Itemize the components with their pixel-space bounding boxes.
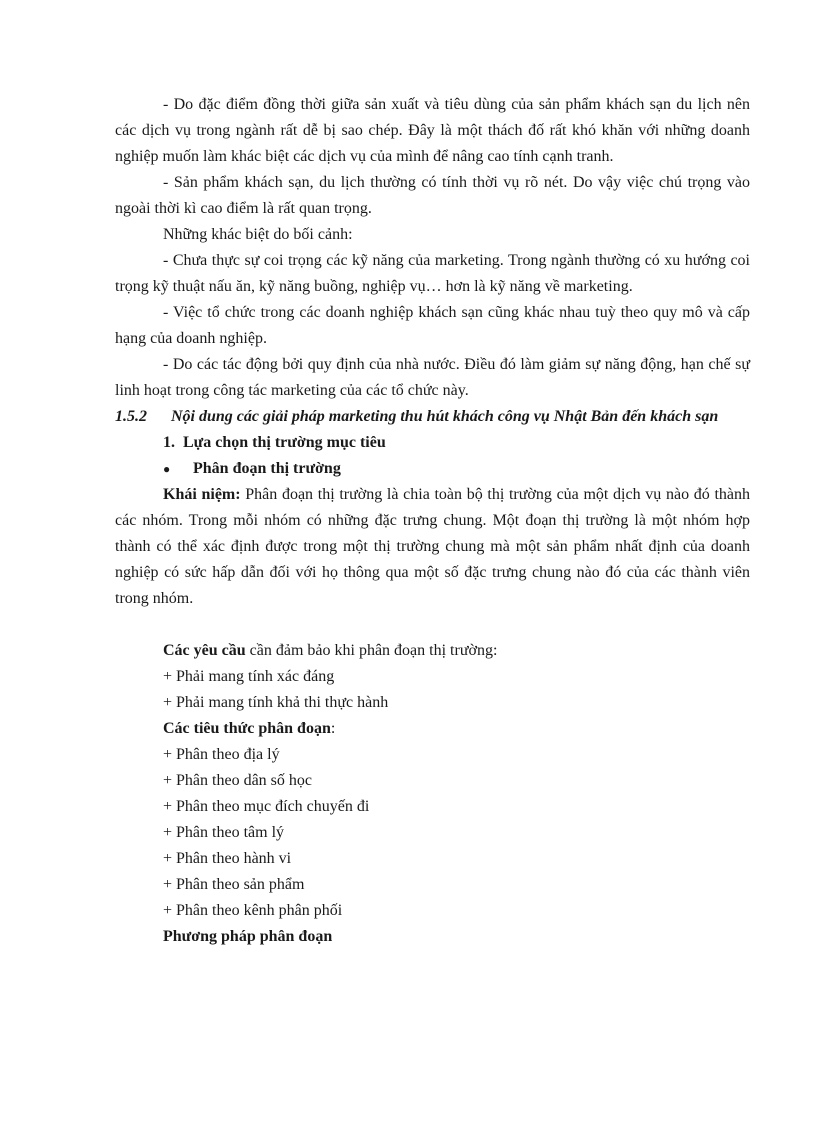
paragraph: - Sản phẩm khách sạn, du lịch thường có tính thời vụ rõ nét. Do vậy việc chú trọng vào ngoài thời kì cao điểm là rất quan trọng.	[115, 174, 750, 217]
paragraph: - Việc tổ chức trong các doanh nghiệp khách sạn cũng khác nhau tuỳ theo quy mô và cấp hạng của doanh nghiệp.	[115, 304, 750, 347]
section-title: Nội dung các giải pháp marketing thu hút khách công vụ Nhật Bản đến khách sạn	[171, 408, 719, 425]
list-item: + Phân theo dân số học	[163, 772, 312, 789]
concept-label: Khái niệm:	[163, 486, 241, 503]
section-heading	[115, 404, 750, 430]
document-page	[115, 92, 750, 950]
criteria-suffix: :	[330, 720, 336, 737]
concept-paragraph	[115, 482, 750, 612]
paragraph: - Do đặc điểm đồng thời giữa sản xuất và tiêu dùng của sản phẩm khách sạn du lịch nên các dịch vụ trong ngành rất dễ bị sao chép. Đây là một thách đố rất khó khăn với những doanh nghiệp muốn làm khác biệt các dịch vụ của mình để nâng cao tính cạnh tranh.	[115, 96, 750, 165]
section-number: 1.5.2	[115, 408, 147, 425]
list-item: + Phải mang tính xác đáng	[163, 668, 335, 685]
requirements-heading	[115, 638, 750, 664]
bullet-heading	[115, 456, 750, 482]
list-item: + Phân theo mục đích chuyến đi	[163, 798, 370, 815]
method-heading	[115, 924, 750, 950]
paragraph: - Chưa thực sự coi trọng các kỹ năng của marketing. Trong ngành thường có xu hướng coi trọng kỹ thuật nấu ăn, kỹ năng buồng, nghiệp vụ… hơn là kỹ năng về marketing.	[115, 252, 750, 295]
list-item: + Phân theo sản phẩm	[163, 876, 305, 893]
criteria-heading	[115, 716, 750, 742]
criteria-label: Các tiêu thức phân đoạn	[163, 720, 331, 737]
list-item: + Phân theo hành vi	[163, 850, 292, 867]
list-item: + Phân theo tâm lý	[163, 824, 285, 841]
method-label: Phương pháp phân đoạn	[163, 928, 333, 945]
concept-text: Phân đoạn thị trường là chia toàn bộ thị trường của một dịch vụ nào đó thành các nhóm. Trong mỗi nhóm có những đặc trưng chung. Một đoạn thị trường là một nhóm hợp thành có thể xác định được trong một thị trường chung mà một sản phẩm nhất định của doanh nghiệp có sức hấp dẫn đối với họ thông qua một số đặc trưng chung nào đó của các thành viên trong nhóm.	[115, 486, 750, 607]
list-item: + Phân theo kênh phân phối	[163, 902, 343, 919]
subsection-number: 1.	[163, 434, 175, 451]
paragraph: - Do các tác động bởi quy định của nhà nước. Điều đó làm giảm sự năng động, hạn chế sự linh hoạt trong công tác marketing của các tổ chức này.	[115, 356, 750, 399]
paragraph: Những khác biệt do bối cảnh:	[163, 226, 353, 243]
bullet-title: Phân đoạn thị trường	[193, 460, 341, 477]
list-item: + Phân theo địa lý	[163, 746, 280, 763]
bullet-icon: ●	[163, 462, 171, 476]
list-item: + Phải mang tính khả thi thực hành	[163, 694, 389, 711]
requirements-label: Các yêu cầu	[163, 642, 246, 659]
subsection-title: Lựa chọn thị trường mục tiêu	[183, 434, 386, 451]
spacer	[115, 612, 750, 638]
requirements-suffix: cần đảm bảo khi phân đoạn thị trường:	[245, 642, 498, 659]
subsection-heading	[115, 430, 750, 456]
